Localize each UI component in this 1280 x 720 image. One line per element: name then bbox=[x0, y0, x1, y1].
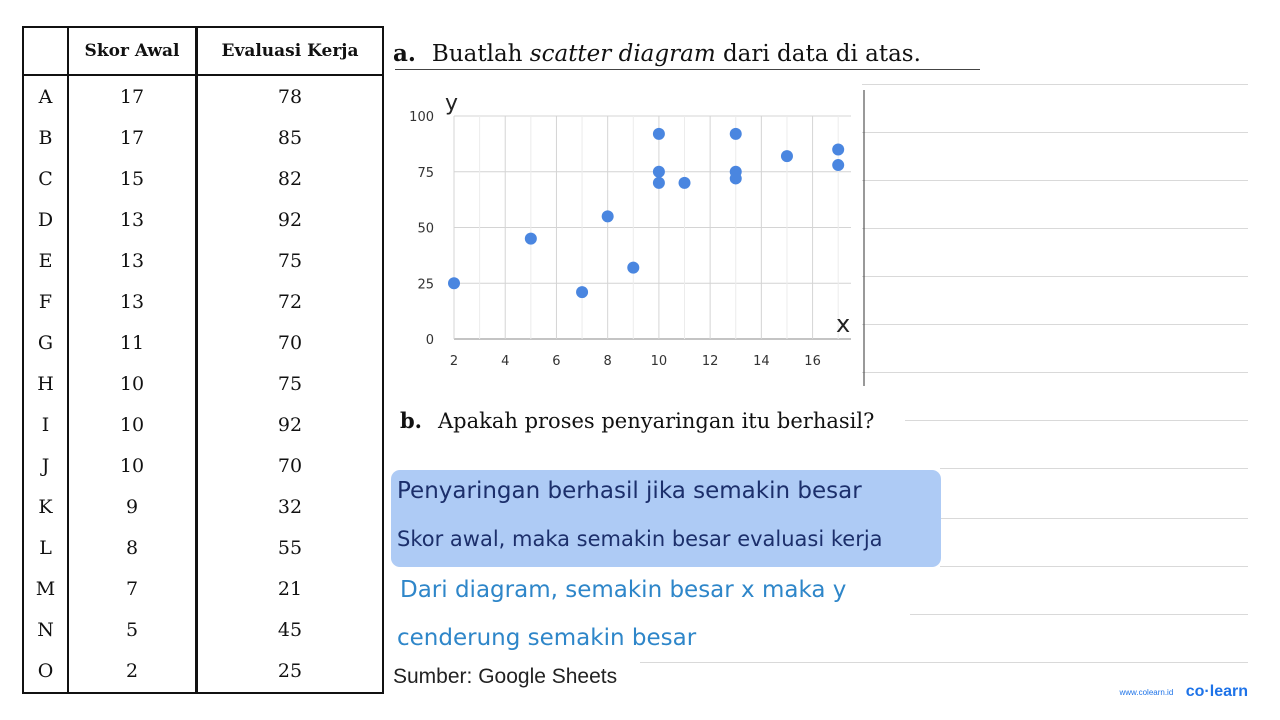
evaluasi-kerja-cell: 70 bbox=[277, 331, 303, 354]
skor-awal-cell: 15 bbox=[68, 158, 197, 199]
scatter-point bbox=[448, 277, 460, 289]
y-axis-label: y bbox=[445, 91, 459, 116]
answer-line-4: cenderung semakin besar bbox=[397, 625, 697, 651]
skor-awal-cell: 17 bbox=[68, 75, 197, 117]
skor-awal-cell: 13 bbox=[68, 199, 197, 240]
x-tick-label: 6 bbox=[552, 354, 561, 369]
x-tick-label: 2 bbox=[449, 354, 459, 369]
evaluasi-kerja-cell: 75 bbox=[277, 372, 303, 395]
data-table bbox=[22, 26, 384, 694]
skor-awal-cell: 10 bbox=[68, 404, 197, 445]
table-row bbox=[23, 528, 383, 569]
question-b-text: Apakah proses penyaringan itu berhasil? bbox=[438, 409, 875, 433]
table-row bbox=[23, 117, 383, 158]
chart-points bbox=[448, 128, 844, 298]
table-row bbox=[23, 363, 383, 404]
question-a bbox=[393, 40, 921, 67]
question-b-number: b. bbox=[400, 408, 422, 433]
row-label-cell: K bbox=[23, 487, 68, 528]
y-tick-label: 100 bbox=[409, 110, 434, 125]
row-label-cell: G bbox=[23, 322, 68, 363]
table-row bbox=[23, 569, 383, 610]
evaluasi-kerja-cell: 92 bbox=[277, 208, 303, 231]
table-header-row bbox=[23, 27, 383, 75]
evaluasi-kerja-cell: 45 bbox=[277, 619, 303, 642]
question-a-number: a. bbox=[393, 40, 416, 67]
table-row bbox=[23, 240, 383, 281]
skor-awal-cell: 13 bbox=[68, 281, 197, 322]
evaluasi-kerja-cell: 21 bbox=[277, 578, 303, 601]
scatter-point bbox=[653, 128, 665, 140]
evaluasi-kerja-cell: 72 bbox=[277, 290, 303, 313]
evaluasi-kerja-cell: 78 bbox=[277, 85, 303, 108]
evaluasi-kerja-cell: 70 bbox=[277, 454, 303, 477]
x-tick-label: 14 bbox=[753, 354, 770, 369]
evaluasi-kerja-cell: 55 bbox=[277, 537, 303, 560]
scatter-point bbox=[653, 177, 665, 189]
y-tick-label: 25 bbox=[417, 277, 434, 293]
row-label-cell: A bbox=[23, 75, 68, 117]
table-row bbox=[23, 487, 383, 528]
evaluasi-kerja-cell: 75 bbox=[277, 249, 303, 272]
row-label-cell: I bbox=[23, 404, 68, 445]
chart-grid bbox=[454, 116, 851, 339]
row-label-cell: F bbox=[23, 281, 68, 322]
x-tick-label: 8 bbox=[603, 354, 612, 369]
evaluasi-kerja-cell: 85 bbox=[277, 126, 303, 149]
scatter-point bbox=[832, 159, 844, 171]
question-a-underline bbox=[395, 69, 980, 70]
row-label-cell: O bbox=[23, 651, 68, 693]
source-note: Sumber: Google Sheets bbox=[393, 665, 618, 688]
brand-logo: co·learn bbox=[1185, 683, 1248, 700]
answer-line-3: Dari diagram, semakin besar x maka y bbox=[400, 577, 847, 603]
ruled-line bbox=[862, 84, 1248, 85]
y-tick-label: 0 bbox=[425, 333, 434, 348]
table-header-corner bbox=[23, 27, 68, 75]
table-row bbox=[23, 158, 383, 199]
y-tick-label: 75 bbox=[417, 165, 434, 181]
skor-awal-cell: 17 bbox=[68, 117, 197, 158]
table-row bbox=[23, 322, 383, 363]
row-label-cell: D bbox=[23, 199, 68, 240]
scatter-point bbox=[730, 166, 742, 178]
ruled-line bbox=[905, 420, 1248, 421]
x-tick-label: 10 bbox=[650, 354, 668, 369]
scatter-point bbox=[627, 262, 639, 274]
scatter-point bbox=[602, 210, 614, 222]
skor-awal-cell: 13 bbox=[68, 240, 197, 281]
y-tick-label: 50 bbox=[417, 221, 434, 237]
ruled-line bbox=[862, 276, 1248, 277]
x-tick-label: 4 bbox=[501, 354, 510, 369]
table-row bbox=[23, 651, 383, 693]
row-label-cell: L bbox=[23, 528, 68, 569]
table-row bbox=[23, 281, 383, 322]
skor-awal-cell: 2 bbox=[68, 651, 197, 693]
scatter-point bbox=[576, 286, 588, 298]
ruled-line bbox=[940, 518, 1248, 519]
x-axis-label: x bbox=[836, 310, 851, 338]
row-label-cell: C bbox=[23, 158, 68, 199]
scatter-chart bbox=[398, 90, 868, 390]
ruled-line bbox=[640, 662, 1248, 663]
scatter-point bbox=[832, 143, 844, 155]
skor-awal-cell: 7 bbox=[68, 569, 197, 610]
scatter-point bbox=[525, 233, 537, 245]
evaluasi-kerja-cell: 25 bbox=[277, 660, 303, 683]
question-a-text-before: Buatlah bbox=[431, 41, 523, 67]
row-label-cell: H bbox=[23, 363, 68, 404]
scatter-point bbox=[781, 150, 793, 162]
answer-line-1: Penyaringan berhasil jika semakin besar bbox=[397, 478, 862, 504]
table-row bbox=[23, 610, 383, 651]
evaluasi-kerja-cell: 32 bbox=[277, 496, 303, 519]
scatter-point bbox=[653, 166, 665, 178]
skor-awal-cell: 11 bbox=[68, 322, 197, 363]
evaluasi-kerja-cell: 82 bbox=[277, 167, 303, 190]
ruled-line bbox=[862, 180, 1248, 181]
ruled-line bbox=[910, 614, 1248, 615]
table-row bbox=[23, 199, 383, 240]
ruled-line bbox=[862, 228, 1248, 229]
ruled-line bbox=[862, 324, 1248, 325]
table-row bbox=[23, 404, 383, 445]
skor-awal-cell: 9 bbox=[68, 487, 197, 528]
row-label-cell: N bbox=[23, 610, 68, 651]
chart-tick-labels bbox=[409, 110, 821, 369]
x-tick-label: 16 bbox=[804, 354, 821, 369]
scatter-point bbox=[679, 177, 691, 189]
table-header-skor-awal: Skor Awal bbox=[68, 27, 197, 75]
ruled-line bbox=[862, 132, 1248, 133]
brand-url: www.colearn.id bbox=[1119, 687, 1174, 697]
row-label-cell: B bbox=[23, 117, 68, 158]
skor-awal-cell: 5 bbox=[68, 610, 197, 651]
brand bbox=[1119, 683, 1248, 701]
evaluasi-kerja-cell: 92 bbox=[277, 413, 303, 436]
question-a-text-emphasis: scatter diagram bbox=[529, 41, 716, 67]
table-body bbox=[23, 75, 383, 693]
scatter-point bbox=[730, 128, 742, 140]
row-label-cell: E bbox=[23, 240, 68, 281]
skor-awal-cell: 10 bbox=[68, 363, 197, 404]
ruled-line bbox=[940, 468, 1248, 469]
ruled-line bbox=[862, 372, 1248, 373]
row-label-cell: M bbox=[23, 569, 68, 610]
table-row bbox=[23, 445, 383, 486]
table-row bbox=[23, 75, 383, 117]
question-b bbox=[400, 408, 874, 433]
skor-awal-cell: 8 bbox=[68, 528, 197, 569]
question-a-text-after: dari data di atas. bbox=[722, 41, 921, 67]
x-tick-label: 12 bbox=[701, 354, 719, 369]
row-label-cell: J bbox=[23, 445, 68, 486]
skor-awal-cell: 10 bbox=[68, 445, 197, 486]
answer-line-2: Skor awal, maka semakin besar evaluasi kerja bbox=[397, 527, 883, 551]
ruled-line bbox=[940, 566, 1248, 567]
table-header-evaluasi-kerja: Evaluasi Kerja bbox=[197, 27, 384, 75]
